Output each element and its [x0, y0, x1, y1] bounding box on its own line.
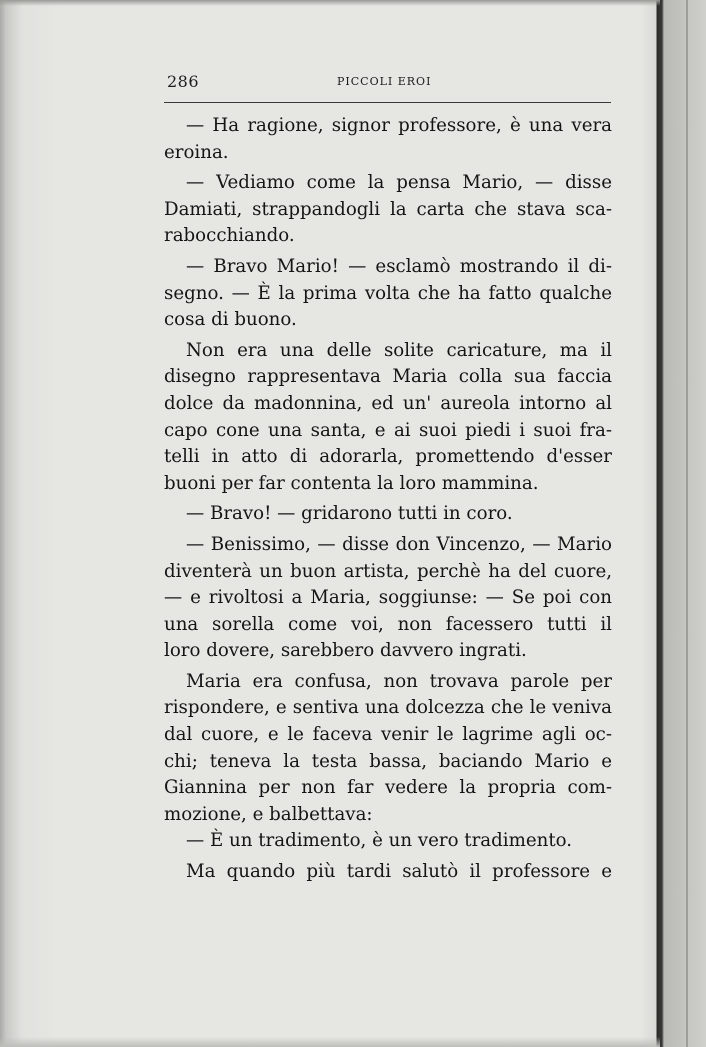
- text-line: Maria era confusa, non trovava parole per: [186, 670, 612, 692]
- text-line: dal cuore, e le faceva venir le lagrime agli oc-: [164, 724, 612, 746]
- text-line: Non era una delle solite caricature, ma il: [186, 339, 612, 361]
- text-line: — Bravo Mario! — esclamò mostrando il di-: [186, 255, 612, 277]
- text-line: Ma quando più tardi salutò il professore e: [186, 861, 612, 883]
- text-line: — Ha ragione, signor professore, è una vera: [186, 115, 612, 136]
- text-line: segno. — È la prima volta che ha fatto qualche: [164, 282, 612, 304]
- header-rule: [164, 102, 611, 103]
- text-line: Giannina per non far vedere la propria com-: [164, 777, 612, 799]
- text-line: buoni per far contenta la loro mammina.: [164, 472, 539, 494]
- text-line: rispondere, e sentiva una dolcezza che le veniva: [164, 697, 612, 719]
- text-line: rabocchiando.: [164, 225, 295, 247]
- text-line: dolce da madonnina, ed un' aureola intorno al: [164, 392, 612, 414]
- text-line: disegno rappresentava Maria colla sua faccia: [164, 366, 612, 388]
- text-line: diventerà un buon artista, perchè ha del cuore,: [164, 560, 612, 582]
- text-line: capo cone una santa, e ai suoi piedi i suoi fra-: [164, 419, 612, 441]
- text-line: eroina.: [164, 141, 229, 163]
- text-line: — È un tradimento, è un vero tradimento.: [186, 830, 573, 852]
- page-bottom-edge: [0, 1037, 660, 1047]
- running-title: PICCOLI EROI: [337, 75, 432, 88]
- text-line: mozione, e balbettava:: [164, 803, 373, 825]
- text-line: — Bravo! — gridarono tutti in coro.: [186, 503, 513, 525]
- text-line: loro dovere, sarebbero davvero ingrati.: [164, 640, 527, 662]
- page-top-edge: [0, 0, 660, 6]
- text-line: una sorella come voi, non facessero tutti il: [164, 613, 612, 635]
- text-line: — e rivoltosi a Maria, soggiunse: — Se poi con: [164, 587, 612, 609]
- text-line: Damiati, strappandogli la carta che stava sca-: [164, 198, 612, 220]
- text-line: — Vediamo come la pensa Mario, — disse: [186, 172, 612, 194]
- page-header: [167, 72, 611, 96]
- body-text: [164, 113, 612, 886]
- page-number: 286: [167, 72, 200, 91]
- text-line: telli in atto di adorarla, promettendo d'esser: [164, 446, 612, 468]
- text-line: — Benissimo, — disse don Vincenzo, — Mario: [186, 533, 612, 555]
- book-spine-shadow: [686, 0, 688, 1047]
- text-line: cosa di buono.: [164, 309, 297, 331]
- text-line: chi; teneva la testa bassa, baciando Mario e: [164, 750, 612, 772]
